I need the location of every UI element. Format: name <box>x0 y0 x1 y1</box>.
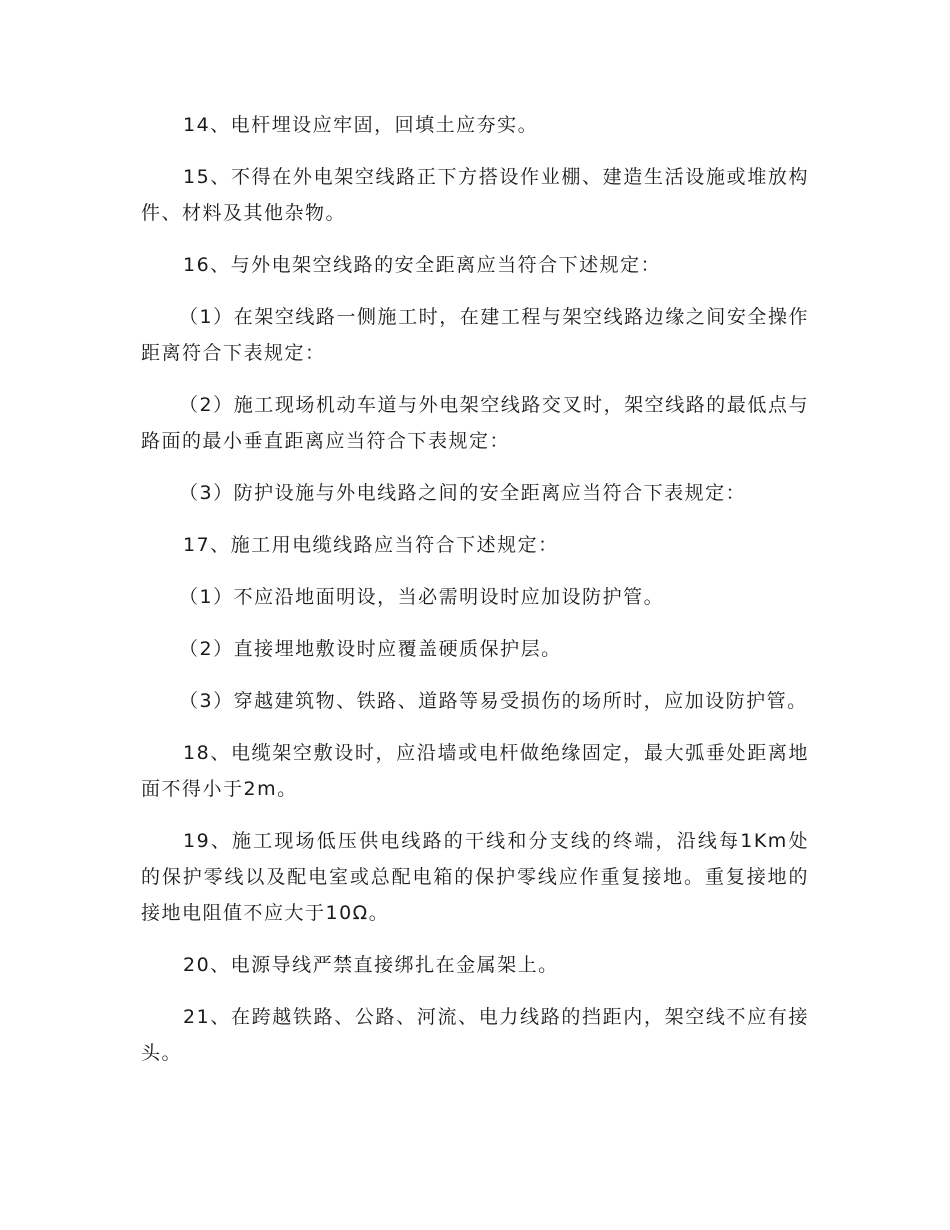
paragraph-item-15: 15、不得在外电架空线路正下方搭设作业棚、建造生活设施或堆放构件、材料及其他杂物。 <box>141 166 809 224</box>
paragraph-item-17-2: （2）直接埋地敷设时应覆盖硬质保护层。 <box>179 638 562 660</box>
paragraph-item-19: 19、施工现场低压供电线路的干线和分支线的终端，沿线每1Km处的保护零线以及配电室或总配电箱的保护零线应作重复接地。重复接地的接地电阻值不应大于10Ω。 <box>141 830 809 924</box>
paragraph-item-20: 20、电源导线严禁直接绑扎在金属架上。 <box>183 954 559 976</box>
paragraph-item-14: 14、电杆埋设应牢固，回填土应夯实。 <box>183 114 539 136</box>
paragraph-item-16: 16、与外电架空线路的安全距离应当符合下述规定： <box>183 254 662 276</box>
paragraph-item-16-2: （2）施工现场机动车道与外电架空线路交叉时，架空线路的最低点与路面的最小垂直距离应当符合下表规定： <box>141 394 809 452</box>
paragraph-item-18: 18、电缆架空敷设时，应沿墙或电杆做绝缘固定，最大弧垂处距离地面不得小于2m。 <box>141 742 809 800</box>
paragraph-item-17-1: （1）不应沿地面明设，当必需明设时应加设防护管。 <box>179 586 665 608</box>
paragraph-item-21: 21、在跨越铁路、公路、河流、电力线路的挡距内，架空线不应有接头。 <box>141 1006 809 1064</box>
paragraph-item-17: 17、施工用电缆线路应当符合下述规定： <box>183 534 559 556</box>
paragraph-item-16-3: （3）防护设施与外电线路之间的安全距离应当符合下表规定： <box>179 482 747 504</box>
document-body <box>141 107 809 1087</box>
paragraph-item-17-3: （3）穿越建筑物、铁路、道路等易受损伤的场所时，应加设防护管。 <box>179 690 808 712</box>
paragraph-item-16-1: （1）在架空线路一侧施工时，在建工程与架空线路边缘之间安全操作距离符合下表规定： <box>141 306 809 364</box>
